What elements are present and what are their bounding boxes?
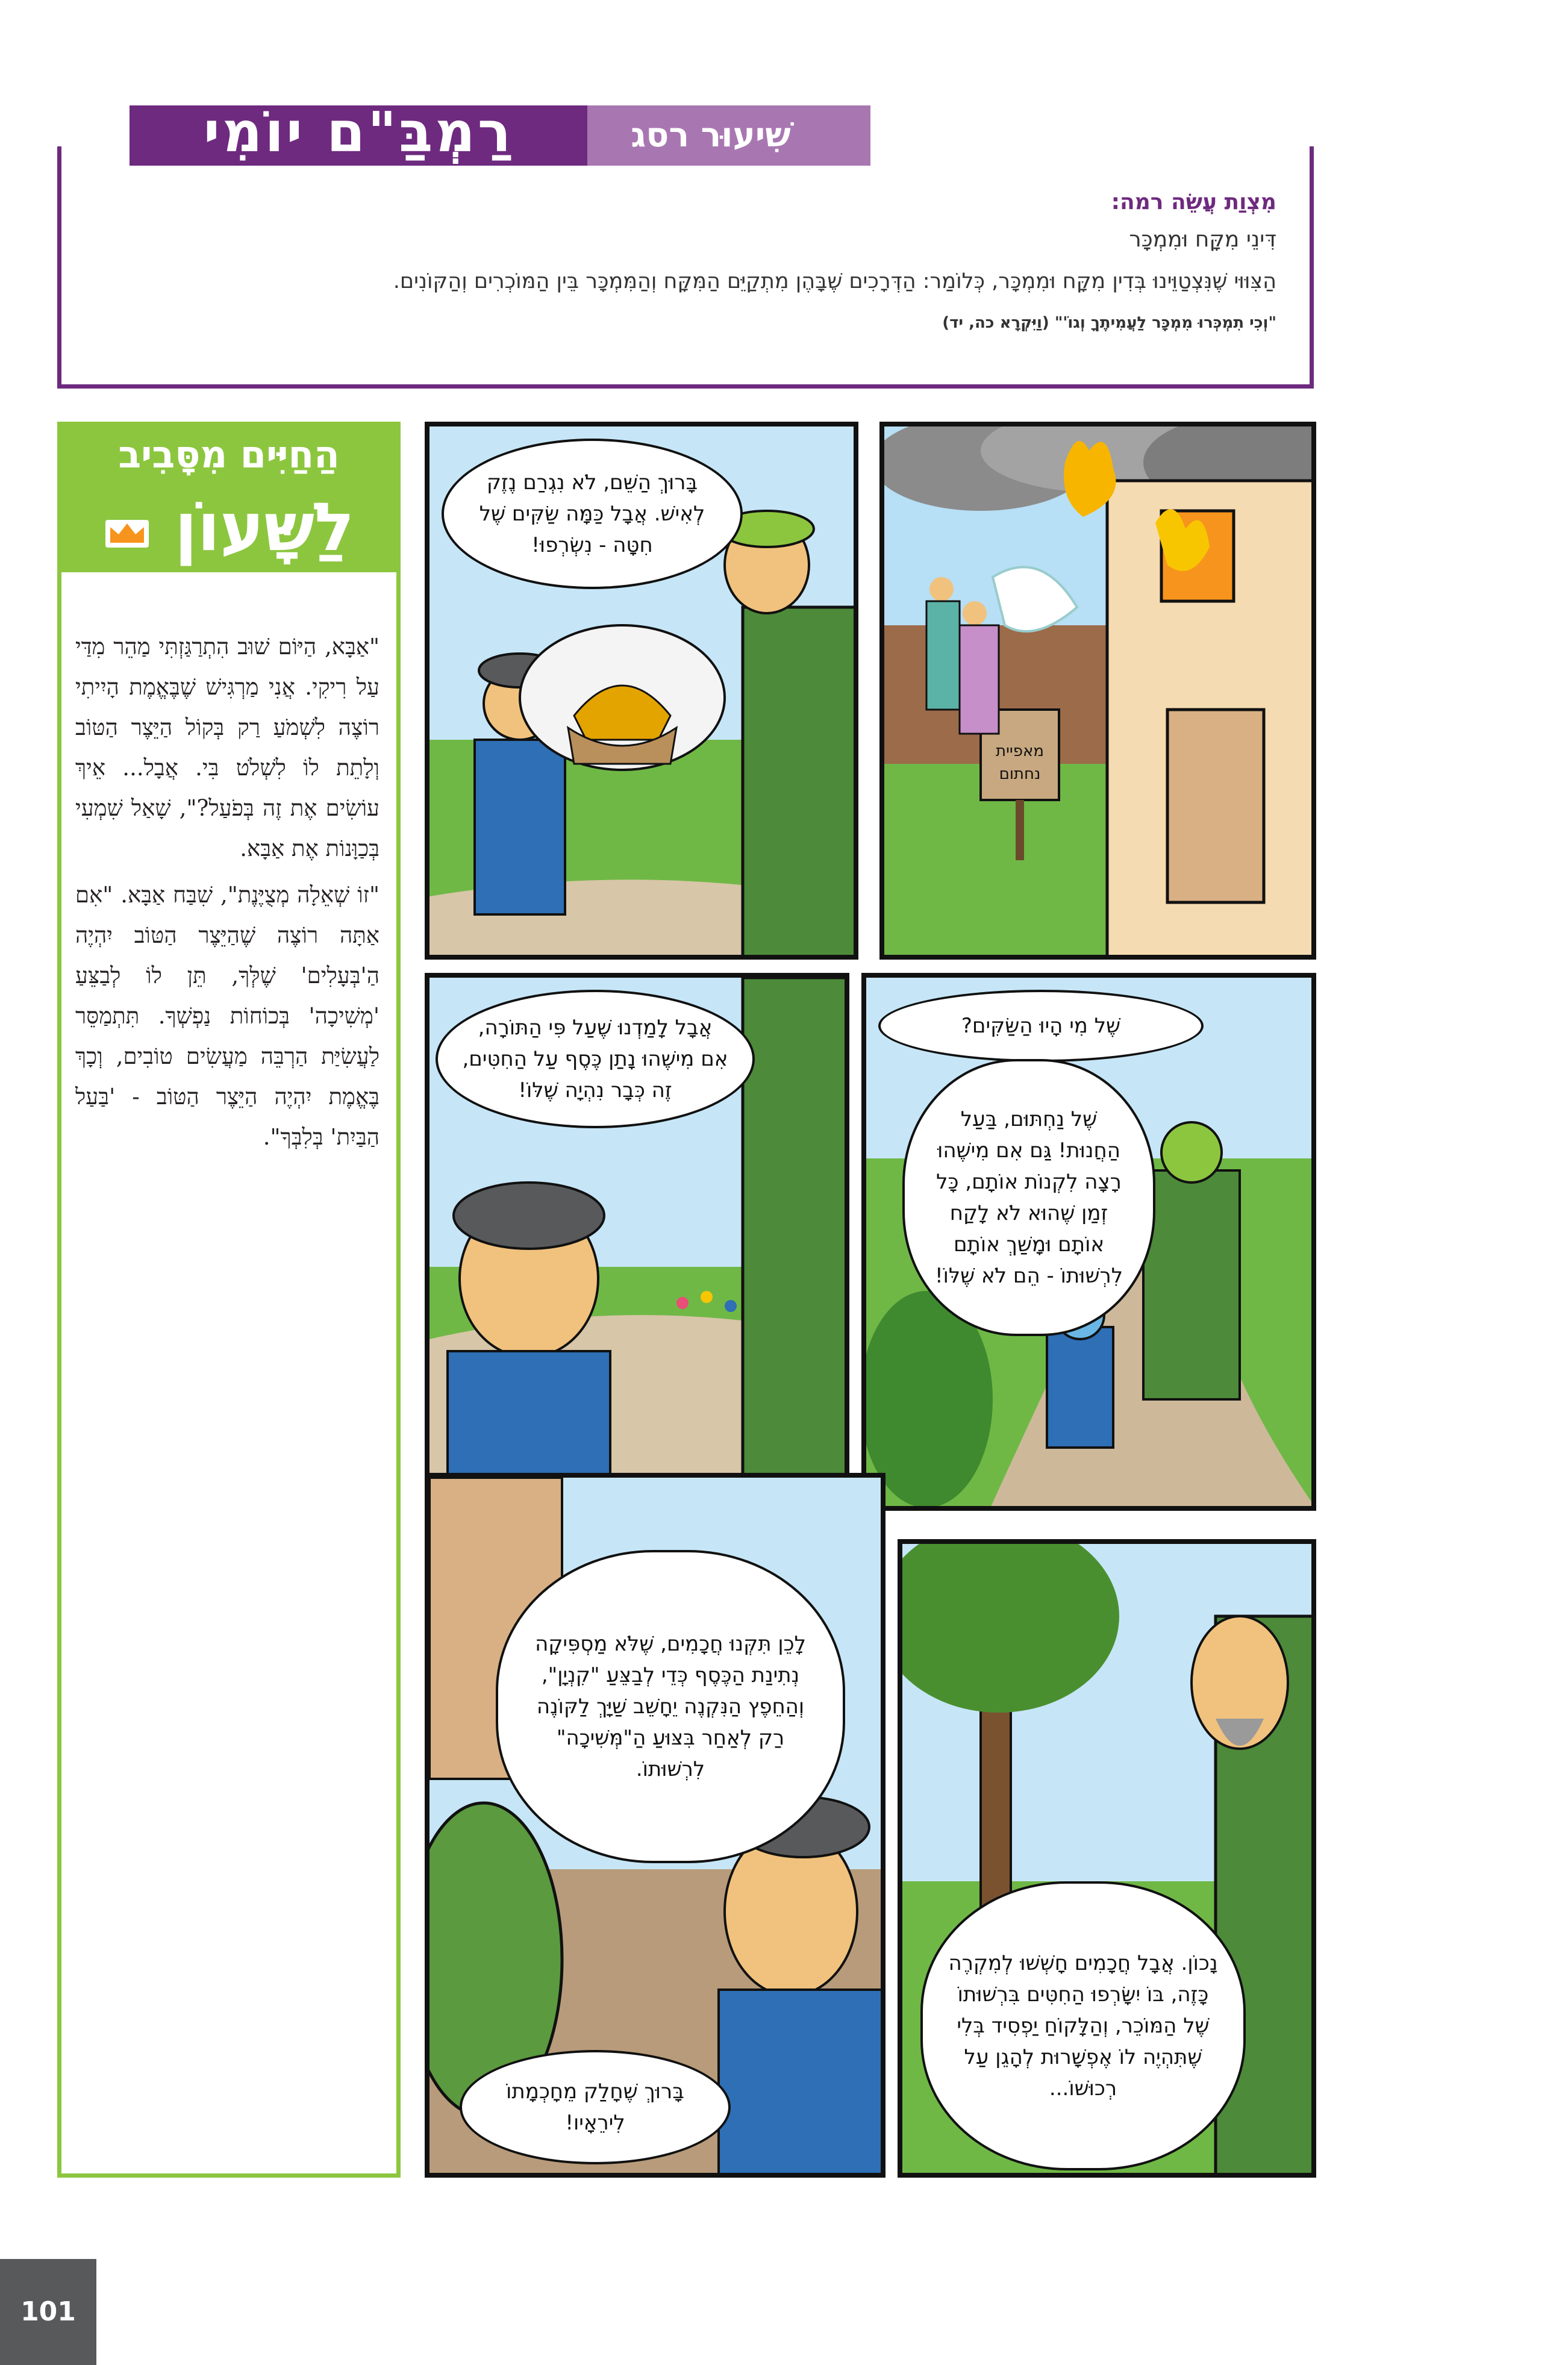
bakery-sign: מאפיית נחתום [996,742,1044,783]
page-title: רַמְבַּ"ם יוֹמִי [203,100,514,164]
comic-panel-boy-question [425,973,849,1497]
speech-bubble-2: שֶׁל מִי הָיוּ הַשַּׂקִּים? [878,990,1204,1062]
comic-panel-father-explains [898,1539,1316,2178]
mitzva-heading: מִצְוַת עֲשֵׂה רמה: [1111,190,1276,214]
speech-bubble-6: לָכֵן תִּקְּנוּ חֲכָמִים, שֶׁלֹּא מַסְפִּיקָה נְתִינַת הַכֶּסֶף כְּדֵי לְבַצֵּעַ "קִנְיָן", וְהַחֵפֶץ הַנִּקְנֶה יֵחָשֵׁב שַׁיָּךְ לַקּוֹנֶה רַק לְאַחַר בִּצּוּעַ הַ"מְּשִׁיכָה" לִרְשׁוּתוֹ. [496,1550,845,1863]
comic-panel-walking [861,973,1316,1511]
mitzva-description: הַצִּוּוּי שֶׁנִּצְטַוֵּינוּ בְּדִין מִקָּח וּמִמְכָּר, כְּלוֹמַר: הַדְּרָכִים שֶׁבָּהֶן מִתְקַיֵּם הַמִּקָּח וְהַמִּמְכָּר בֵּין הַמּוֹכְרִים וְהַקּוֹנִים. [393,269,1276,293]
sidebar-title-line1: הַחַיִּים מִסָּבִיב [118,433,340,476]
speech-bubble-3: שֶׁל נַחְתּוּם, בַּעַל הַחֲנוּת! גַּם אִם מִישֶׁהוּ רָצָה לִקְנוֹת אוֹתָם, כָּל זְמַן שֶׁהוּא לֹא לָקַח אוֹתָם וּמָשַׁךְ אוֹתָם לִרְשׁוּתוֹ - הֵם לֹא שֶׁלּוֹ! [902,1059,1155,1336]
mitzva-source: "וְכִי תִמְכְּרוּ מִמְכָּר לַעֲמִיתֶךָ וְגוֹ'" (וַיִּקְרָא כה, יד) [942,314,1276,332]
page-number: 101 [20,2296,76,2327]
comic-panel-wheat [425,422,858,960]
comic-panel-fire [879,422,1316,960]
speech-bubble-1: בָּרוּךְ הַשֵּׁם, לֹא נִגְרַם נֶזֶק לְאִישׁ. אֲבָל כַּמָּה שַׂקִּים שֶׁל חִטָּה - נִשְׂרְפוּ! [442,439,743,589]
comic-strip [425,422,1316,2178]
speech-bubble-7: בָּרוּךְ שֶׁחָלַק מֵחָכְמָתוֹ לִירֵאָיו! [460,2050,731,2164]
sidebar-paragraph-1: "אַבָּא, הַיּוֹם שׁוּב הִתְרַגַּזְתִּי מַהֵר מִדַּי עַל רִיקִי. אֲנִי מַרְגִּישׁ שֶׁבֶּאֱמֶת הָיִיתִי רוֹצֶה לִשְׁמֹעַ רַק בְּקוֹל הַיֵּצֶר הַטּוֹב וְלָתֵת לוֹ לִשְׁלֹט בִּי. אֲבָל... אֵיךְ עוֹשִׂים אֶת זֶה בְּפֹעַל?", שָׁאַל שִׁמְעִי בְּכַוָּנוֹת אֶת אַבָּא. [75,634,380,861]
sidebar-title-text: לַשָּׁעוֹן [174,489,355,566]
speech-bubble-4: אֲבָל לָמַדְנוּ שֶׁעַל פִּי הַתּוֹרָה, אִם מִישֶׁהוּ נָתַן כֶּסֶף עַל הַחִטִּים, זֶה כְּבָר נִהְיָה שֶׁלּוֹ! [436,990,755,1128]
lesson-number: שִׁיעוּר רסג [631,116,791,155]
sidebar-paragraph-2: "זוֹ שְׁאֵלָה מְצֻיֶּנֶת", שִׁבַּח אַבָּא. "אִם אַתָּה רוֹצֶה שֶׁהַיֵּצֶר הַטּוֹב יִהְיֶה הַ'בְּעָלִים' שֶׁלְּךָ, תֵּן לוֹ לְבַצֵּעַ 'מְשִׁיכָה' בְּכוֹחוֹת נַפְשְׁךָ. תִּתְמַסֵּר לַעֲשִׂיַּת הַרְבֵּה מַעֲשִׂים טוֹבִים, וְכָךְ בֶּאֱמֶת יִהְיֶה הַיֵּצֶר הַטּוֹב - 'בַּעַל הַבַּיִת' בְּלִבְּךָ". [75,882,380,1150]
crown-icon [103,514,151,550]
speech-bubble-5: נָכוֹן. אֲבָל חֲכָמִים חָשְׁשׁוּ לְמִקְרֶה כָּזֶה, בּוֹ יִשָּׂרְפוּ הַחִטִּים בִּרְשׁוּתוֹ שֶׁל הַמּוֹכֵר, וְהַלָּקוֹחַ יַפְסִיד בְּלִי שֶׁתִּהְיֶה לוֹ אֶפְשָׁרוּת לְהָגֵן עַל רְכוּשׁוֹ... [920,1881,1246,2170]
fire-scene-illustration [884,426,1316,960]
sidebar-story [75,626,380,2169]
mitzva-box [57,146,1314,389]
sidebar-title-line2 [57,485,401,569]
mitzva-subject: דִּינֵי מִקָּח וּמִמְכָּר [1129,227,1276,252]
comic-panel-boy-listening [425,1473,886,2178]
